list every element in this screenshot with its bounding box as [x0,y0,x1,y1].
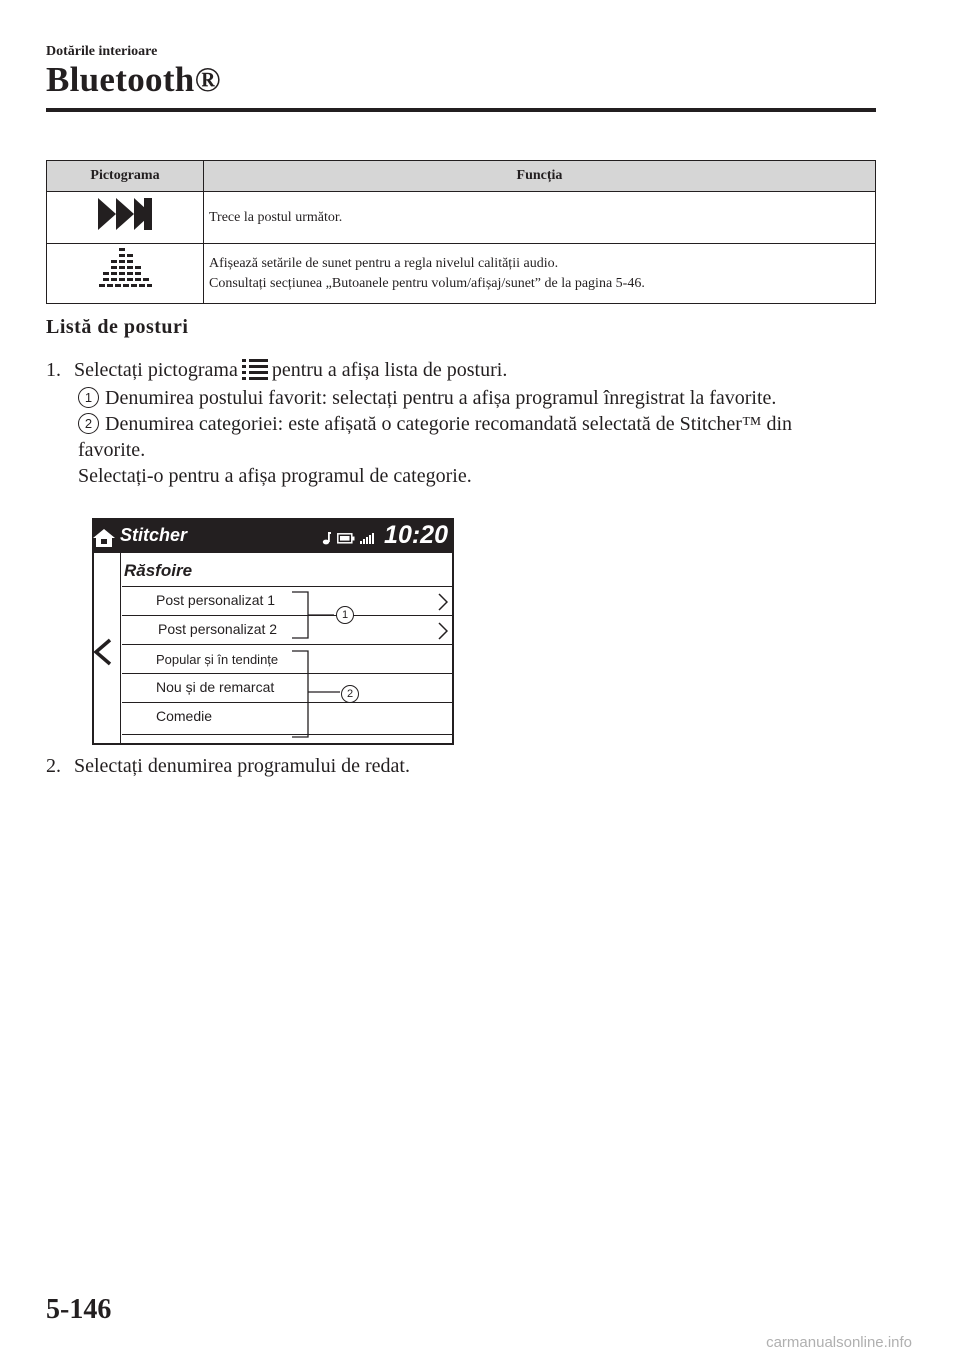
clock: 10:20 [384,521,448,549]
table-cell-function: Trece la postul următor. [204,192,876,244]
skip-next-icon [96,196,154,232]
table-header-function: Funcția [204,161,876,192]
step-text: pentru a afișa lista de posturi. [271,359,508,381]
page-title: Bluetooth® [46,60,221,99]
note-text: Denumirea categoriei: este afișată o categorie recomandată selectată de Stitcher™ din [105,413,793,435]
callout-1: 1 [336,606,354,624]
section-label: Dotările interioare [46,44,158,59]
list-item-label: Comedie [156,708,213,724]
title-divider [46,108,876,112]
stitcher-screen [92,518,454,745]
section-title: Listă de posturi [46,316,189,338]
callout-number: 2 [78,413,99,434]
watermark: carmanualsonline.info [766,1334,912,1351]
note-2 [78,410,792,438]
table-row [47,244,876,304]
sound-settings-icon [97,246,153,294]
function-text: Afișează setările de sunet pentru a regla nivelul calității audio. [209,255,559,271]
note-2-cont: Selectați-o pentru a afișa programul de categorie. [78,465,472,487]
callout-lines [94,520,452,743]
step-number: 2. [46,755,61,777]
note-text: Denumirea postului favorit: selectați pentru a afișa programul înregistrat la favorite. [105,387,777,409]
function-table [46,160,876,304]
note-1 [78,384,776,412]
table-cell-icon [47,192,204,244]
note-2-cont: favorite. [78,439,146,461]
step-2 [46,752,410,780]
table-cell-function [204,244,876,304]
callout-number: 1 [78,387,99,408]
screen-heading: Răsfoire [124,561,193,580]
app-title: Stitcher [120,525,188,545]
table-header-icon: Pictograma [47,161,204,192]
step-number: 1. [46,359,61,381]
list-item-label: Popular și în tendințe [156,652,279,667]
list-item-label: Post personalizat 1 [156,592,276,608]
table-cell-icon [47,244,204,304]
step-text: Selectați pictograma [74,359,238,381]
table-row [47,192,876,244]
list-item-label: Nou și de remarcat [156,679,275,695]
callout-2: 2 [341,685,359,703]
function-reference: Consultați secțiunea „Butoanele pentru volum/afișaj/sunet” de la pagina 5-46. [209,275,645,291]
list-item-label: Post personalizat 2 [158,621,278,637]
page-number: 5-146 [46,1294,112,1325]
step-text: Selectați denumirea programului de redat. [74,755,410,777]
